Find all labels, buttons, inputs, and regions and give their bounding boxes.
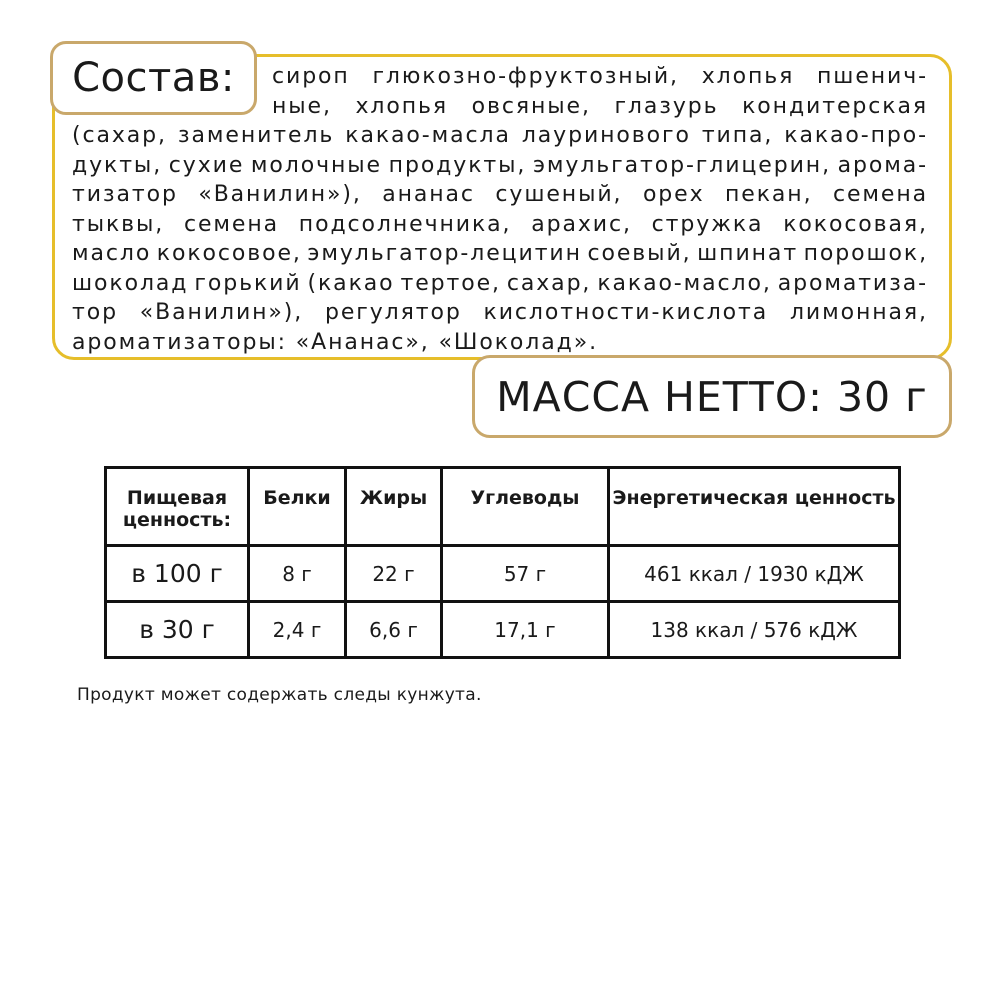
ingredient-word: какао-масла	[345, 123, 511, 148]
ingredient-word: кокосовое,	[156, 241, 302, 266]
ingredient-word: (сахар,	[72, 123, 167, 148]
ingredient-word: (какао	[307, 270, 395, 296]
row-label-100g: в 100 г	[106, 546, 249, 602]
ingredient-word: кондитерская	[742, 93, 928, 119]
nutrition-header-row	[106, 468, 900, 546]
ingredients-line	[72, 210, 928, 240]
ingredient-word: семена	[183, 211, 280, 237]
table-row	[106, 546, 900, 602]
ingredient-word: хлопья	[355, 93, 449, 119]
ingredient-word: пекан,	[725, 182, 813, 207]
net-mass: МАССА НЕТТО: 30 г	[472, 355, 952, 438]
header-nutritional-value: Пищевая ценность:	[106, 468, 249, 546]
header-protein: Белки	[249, 468, 346, 546]
ingredient-word: продукты,	[388, 152, 527, 178]
ingredients-line	[72, 151, 928, 181]
ingredient-word: типа,	[701, 123, 774, 148]
ingredients-line	[72, 121, 928, 151]
ingredients-line	[72, 328, 928, 358]
ingredient-word: «Ванилин»),	[198, 182, 362, 207]
ingredient-word: арома-	[837, 152, 928, 178]
ingredient-word: сироп	[272, 64, 350, 89]
composition-title: Состав:	[50, 41, 257, 115]
ingredient-word: сушеный,	[495, 182, 623, 207]
ingredient-word: тизатор	[72, 182, 178, 207]
ingredient-word: глазурь	[614, 93, 719, 119]
ingredient-word: сахар,	[506, 270, 592, 296]
header-fat: Жиры	[346, 468, 442, 546]
allergen-note: Продукт может содержать следы кунжута.	[77, 685, 482, 705]
ingredient-word: овсяные,	[471, 93, 591, 119]
cell-carbs-30g: 17,1 г	[442, 602, 609, 658]
ingredient-word: дукты,	[72, 152, 163, 178]
nutrition-table	[104, 466, 901, 659]
ingredient-word: семена	[832, 182, 928, 207]
cell-fat-30g: 6,6 г	[346, 602, 442, 658]
ingredient-word: какао-про-	[784, 123, 928, 148]
cell-protein-100g: 8 г	[249, 546, 346, 602]
ingredient-word: кислотности-кислота	[483, 300, 769, 325]
ingredient-word: тыквы,	[72, 211, 165, 237]
ingredients-line	[72, 269, 928, 299]
cell-fat-100g: 22 г	[346, 546, 442, 602]
ingredient-word: орех	[642, 182, 705, 207]
ingredient-word: шоколад	[72, 270, 189, 296]
ingredient-word: лауринового	[521, 123, 691, 148]
ingredient-word: масло	[72, 241, 152, 266]
ingredient-word: тертое,	[400, 270, 501, 296]
header-energy: Энергетическая ценность	[609, 468, 900, 546]
ingredient-word: эмульгатор-лецитин	[307, 241, 582, 266]
ingredients-line	[72, 92, 928, 122]
ingredients-line	[72, 298, 928, 328]
ingredient-word: хлопья	[701, 64, 795, 89]
ingredient-word: пшенич-	[817, 64, 928, 89]
ingredient-word: тор	[72, 300, 118, 325]
ingredient-word: какао-масло,	[597, 270, 772, 296]
ingredient-word: арахис,	[531, 211, 632, 237]
ingredient-word: ароматизаторы: «Ананас», «Шоколад».	[72, 329, 598, 355]
ingredients-line	[72, 180, 928, 210]
ingredient-word: подсолнечника,	[298, 211, 512, 237]
ingredient-word: заменитель	[177, 123, 335, 148]
row-label-30g: в 30 г	[106, 602, 249, 658]
ingredient-word: стружка	[651, 211, 764, 237]
ingredients-line	[72, 62, 928, 92]
ingredient-word: лимонная,	[789, 300, 928, 325]
cell-carbs-100g: 57 г	[442, 546, 609, 602]
ingredient-word: кокосовая,	[783, 211, 928, 237]
ingredient-word: шпинат	[697, 241, 799, 266]
ingredient-word: ароматиза-	[777, 270, 928, 296]
ingredient-word: соевый,	[587, 241, 692, 266]
ingredient-word: порошок,	[803, 241, 928, 266]
ingredient-word: «Ванилин»),	[139, 300, 304, 325]
ingredients-line	[72, 239, 928, 269]
ingredient-word: эмульгатор-глицерин,	[532, 152, 831, 178]
cell-energy-30g: 138 ккал / 576 кДЖ	[609, 602, 900, 658]
cell-protein-30g: 2,4 г	[249, 602, 346, 658]
header-carbs: Углеводы	[442, 468, 609, 546]
ingredient-word: регулятор	[324, 300, 462, 325]
ingredient-word: глюкозно-фруктозный,	[372, 64, 679, 89]
ingredient-word: молочные	[250, 152, 382, 178]
ingredients-text	[72, 62, 928, 357]
ingredient-word: ананас	[382, 182, 475, 207]
ingredient-word: ные,	[272, 93, 332, 119]
ingredient-word: горький	[194, 270, 302, 296]
cell-energy-100g: 461 ккал / 1930 кДЖ	[609, 546, 900, 602]
table-row	[106, 602, 900, 658]
ingredient-word: сухие	[168, 152, 245, 178]
